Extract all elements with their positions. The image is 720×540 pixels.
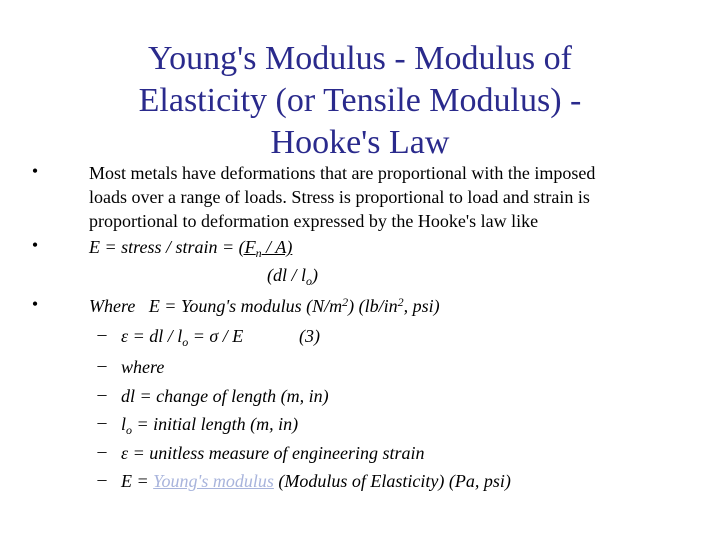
dash-glyph: –: [97, 384, 107, 404]
dash-glyph: –: [97, 324, 107, 344]
formula-prefix: E = stress / strain =: [89, 237, 239, 257]
youngs-prefix: E =: [121, 471, 154, 491]
bullet-1-line-3: proportional to deformation expressed by the Hooke's law like: [89, 211, 539, 231]
dash-glyph: –: [97, 469, 107, 489]
formula-numerator: [238, 237, 293, 260]
superscript: 2: [397, 295, 404, 309]
strain-formula-subscript: o: [182, 335, 189, 349]
denominator-close: ): [312, 265, 318, 285]
dash-glyph: –: [97, 355, 107, 375]
formula-denominator: [267, 263, 318, 287]
sub-item-dl: dl = change of length (m, in): [121, 386, 329, 406]
dash-glyph: –: [97, 441, 107, 461]
sub-item-strain-formula: [121, 324, 243, 348]
bullet-glyph: •: [31, 235, 39, 255]
dash-glyph: –: [97, 412, 107, 432]
where-definition-line: [89, 294, 440, 318]
bullet-1-line-1: Most metals have deformations that are proportional with the imposed: [89, 163, 596, 183]
sub-item-lo: [121, 412, 298, 436]
bullet-1-line-2: loads over a range of loads. Stress is proportional to load and strain is: [89, 187, 590, 207]
bullet-glyph: •: [31, 294, 39, 314]
lo-definition: = initial length (m, in): [132, 414, 299, 434]
youngs-suffix: (Modulus of Elasticity) (Pa, psi): [273, 471, 511, 491]
numerator-subscript: n: [255, 246, 262, 260]
where-label: Where: [89, 296, 149, 316]
lo-symbol: l: [121, 414, 127, 434]
strain-formula-b: = σ / E: [188, 326, 244, 346]
e-definition: E = Young's modulus (N/m: [148, 296, 343, 316]
slide-title: Young's Modulus - Modulus of Elasticity (or Tensile Modulus) - Hooke's Law: [138, 40, 582, 161]
e-definition-mid: ) (lb/in: [348, 296, 398, 316]
sub-item-epsilon: ε = unitless measure of engineering strain: [121, 443, 425, 463]
equation-number: (3): [299, 326, 320, 346]
sub-item-where: where: [121, 357, 165, 377]
lo-subscript: o: [126, 423, 133, 437]
e-definition-end: , psi): [403, 296, 440, 316]
numerator-open: (F: [238, 237, 256, 257]
formula-numerator-line: [89, 235, 292, 259]
youngs-modulus-link[interactable]: Young's modulus: [153, 471, 274, 491]
strain-formula-a: ε = dl / l: [121, 326, 183, 346]
sub-item-youngs: [121, 469, 511, 493]
denominator-open: (dl / l: [267, 265, 306, 285]
denominator-subscript: o: [306, 274, 312, 288]
bullet-glyph: •: [31, 161, 39, 181]
numerator-close: / A): [261, 237, 293, 257]
superscript: 2: [342, 295, 349, 309]
